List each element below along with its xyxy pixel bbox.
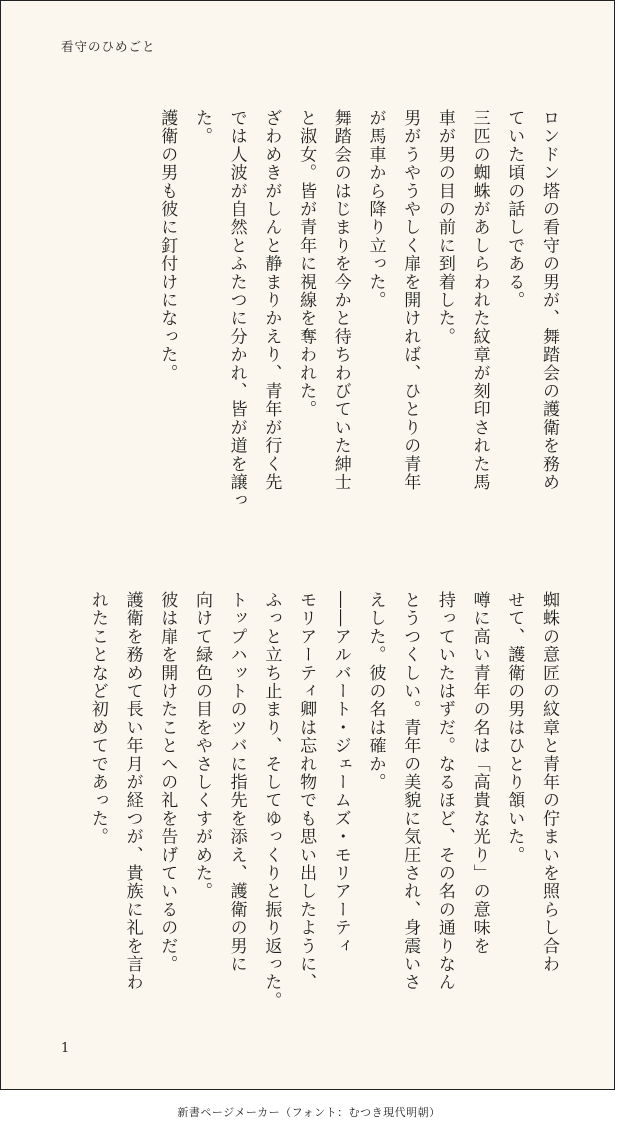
text-line: と淑女。皆が青年に視線を奪われた。 — [296, 109, 317, 419]
lower-text-block — [80, 591, 566, 1010]
text-line: とうつくしい。青年の美貌に気圧され、身震いさ — [400, 591, 421, 992]
text-line: が馬車から降り立った。 — [365, 109, 386, 310]
text-line: れたことなど初めてであった。 — [87, 591, 108, 846]
text-line: 向けて緑色の目をやさしくすがめた。 — [191, 591, 212, 901]
text-line: 蜘蛛の意匠の紋章と青年の佇まいを照らし合わ — [539, 591, 559, 974]
text-line: 舞踏会のはじまりを今かと待ちわびていた紳士 — [330, 109, 351, 492]
text-line: ――アルバート・ジェームズ・モリアーティ — [330, 591, 351, 955]
running-title: 看守のひめごと — [61, 39, 156, 54]
text-line: せて、護衛の男はひとり頷いた。 — [504, 591, 525, 864]
text-line: ていた頃の話しである。 — [504, 109, 525, 310]
text-line: トップハットのツバに指先を添え、護衛の男に — [226, 591, 247, 974]
text-line: 護衛の男も彼に釘付けになった。 — [157, 109, 178, 382]
text-line: た。 — [191, 109, 212, 146]
text-line: 車が男の目の前に到着した。 — [434, 109, 455, 346]
text-line: 噂に高い青年の名は「高貴な光り」の意味を — [469, 591, 490, 955]
text-line: モリアーティ卿は忘れ物でも思い出したように、 — [296, 591, 317, 992]
text-line: ロンドン塔の看守の男が、舞踏会の護衛を務め — [539, 109, 559, 492]
text-line: 護衛を務めて長い年月が経つが、貴族に礼を言わ — [122, 591, 143, 992]
text-line: 持っていたはずだ。なるほど、その名の通りなん — [434, 591, 455, 992]
footer-credit: 新書ページメーカー（フォント：むつき現代明朝） — [177, 1106, 441, 1119]
text-line: 男がうやうやしく扉を開ければ、ひとりの青年 — [400, 109, 421, 492]
text-line: 三匹の蜘蛛があしらわれた紋章が刻印された馬 — [469, 109, 490, 492]
page-number: 1 — [61, 1041, 70, 1056]
text-line: では人波が自然とふたつに分かれ、皆が道を譲っ — [226, 109, 247, 510]
text-line: えした。彼の名は確か。 — [365, 591, 386, 792]
text-line: ざわめきがしんと静まりかえり、青年が行く先 — [261, 109, 282, 492]
upper-text-block — [150, 109, 566, 509]
text-line: ふっと立ち止まり、そしてゆっくりと振り返った。 — [261, 591, 282, 1010]
text-line: 彼は扉を開けたことへの礼を告げているのだ。 — [157, 591, 178, 974]
